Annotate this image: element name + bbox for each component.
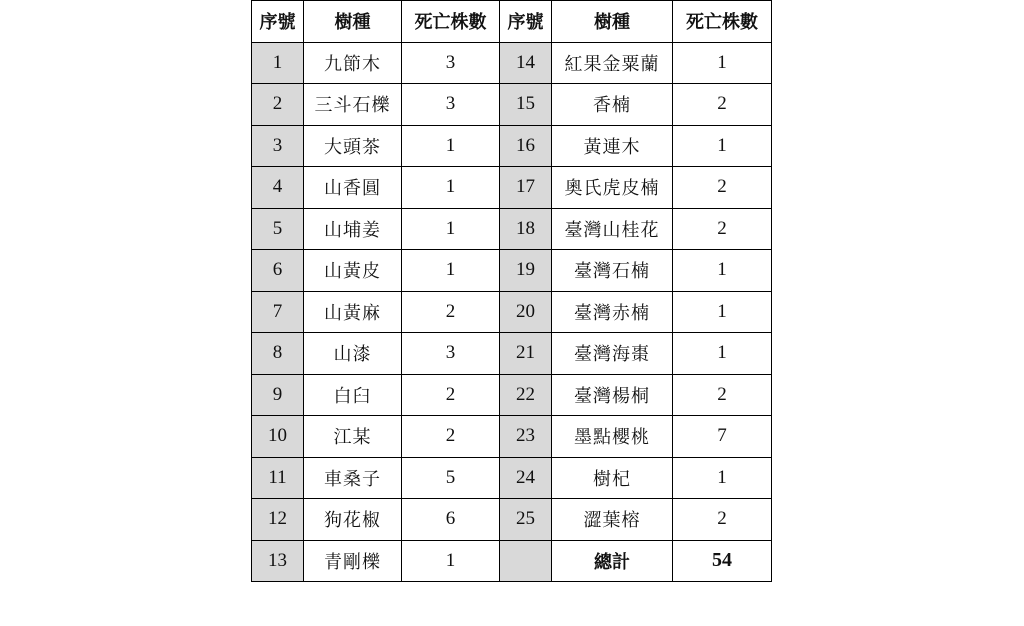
count-cell: 1 bbox=[673, 125, 772, 167]
count-cell: 2 bbox=[673, 374, 772, 416]
seq-cell: 23 bbox=[500, 416, 552, 458]
seq-cell: 12 bbox=[252, 499, 304, 541]
species-cell: 澀葉榕 bbox=[552, 499, 673, 541]
species-cell: 樹杞 bbox=[552, 457, 673, 499]
species-cell: 臺灣海棗 bbox=[552, 333, 673, 375]
seq-cell: 10 bbox=[252, 416, 304, 458]
count-cell: 1 bbox=[673, 333, 772, 375]
seq-cell: 18 bbox=[500, 208, 552, 250]
count-cell: 1 bbox=[402, 540, 500, 582]
species-cell: 狗花椒 bbox=[304, 499, 402, 541]
seq-cell: 22 bbox=[500, 374, 552, 416]
species-cell: 山黃麻 bbox=[304, 291, 402, 333]
species-cell: 車桑子 bbox=[304, 457, 402, 499]
species-cell: 白臼 bbox=[304, 374, 402, 416]
count-cell: 5 bbox=[402, 457, 500, 499]
seq-cell: 20 bbox=[500, 291, 552, 333]
table-row bbox=[252, 416, 772, 458]
table-row bbox=[252, 84, 772, 126]
table-body bbox=[252, 42, 772, 582]
species-cell: 黃連木 bbox=[552, 125, 673, 167]
species-cell: 山黃皮 bbox=[304, 250, 402, 292]
total-label: 總計 bbox=[552, 540, 673, 582]
count-cell: 1 bbox=[673, 291, 772, 333]
seq-cell: 9 bbox=[252, 374, 304, 416]
table-row bbox=[252, 167, 772, 209]
species-cell: 九節木 bbox=[304, 42, 402, 84]
seq-cell: 7 bbox=[252, 291, 304, 333]
seq-cell: 21 bbox=[500, 333, 552, 375]
seq-cell: 16 bbox=[500, 125, 552, 167]
species-cell: 山埔姜 bbox=[304, 208, 402, 250]
table-row bbox=[252, 499, 772, 541]
header-row bbox=[252, 1, 772, 43]
species-cell: 臺灣山桂花 bbox=[552, 208, 673, 250]
species-cell: 墨點櫻桃 bbox=[552, 416, 673, 458]
species-cell: 山漆 bbox=[304, 333, 402, 375]
species-cell: 臺灣赤楠 bbox=[552, 291, 673, 333]
table-row bbox=[252, 333, 772, 375]
count-cell: 1 bbox=[402, 208, 500, 250]
header-count-right: 死亡株數 bbox=[673, 1, 772, 43]
seq-cell: 1 bbox=[252, 42, 304, 84]
seq-cell: 4 bbox=[252, 167, 304, 209]
total-row bbox=[252, 540, 772, 582]
tree-mortality-table bbox=[251, 0, 772, 582]
count-cell: 1 bbox=[402, 167, 500, 209]
seq-cell: 11 bbox=[252, 457, 304, 499]
count-cell: 1 bbox=[402, 250, 500, 292]
count-cell: 3 bbox=[402, 84, 500, 126]
seq-cell: 24 bbox=[500, 457, 552, 499]
count-cell: 2 bbox=[402, 374, 500, 416]
header-seq-right: 序號 bbox=[500, 1, 552, 43]
count-cell: 2 bbox=[402, 291, 500, 333]
count-cell: 2 bbox=[673, 167, 772, 209]
count-cell: 3 bbox=[402, 333, 500, 375]
table-row bbox=[252, 250, 772, 292]
total-value: 54 bbox=[673, 540, 772, 582]
count-cell: 1 bbox=[673, 457, 772, 499]
count-cell: 1 bbox=[402, 125, 500, 167]
header-species-right: 樹種 bbox=[552, 1, 673, 43]
header-count-left: 死亡株數 bbox=[402, 1, 500, 43]
table-row bbox=[252, 125, 772, 167]
table-row bbox=[252, 374, 772, 416]
count-cell: 2 bbox=[402, 416, 500, 458]
count-cell: 1 bbox=[673, 42, 772, 84]
table-row bbox=[252, 291, 772, 333]
seq-cell: 2 bbox=[252, 84, 304, 126]
seq-cell: 5 bbox=[252, 208, 304, 250]
header-species-left: 樹種 bbox=[304, 1, 402, 43]
count-cell: 2 bbox=[673, 499, 772, 541]
table-row bbox=[252, 457, 772, 499]
header-seq-left: 序號 bbox=[252, 1, 304, 43]
seq-cell bbox=[500, 540, 552, 582]
seq-cell: 15 bbox=[500, 84, 552, 126]
seq-cell: 13 bbox=[252, 540, 304, 582]
species-cell: 紅果金粟蘭 bbox=[552, 42, 673, 84]
count-cell: 6 bbox=[402, 499, 500, 541]
seq-cell: 14 bbox=[500, 42, 552, 84]
species-cell: 三斗石櫟 bbox=[304, 84, 402, 126]
species-cell: 臺灣石楠 bbox=[552, 250, 673, 292]
seq-cell: 3 bbox=[252, 125, 304, 167]
species-cell: 江某 bbox=[304, 416, 402, 458]
species-cell: 臺灣楊桐 bbox=[552, 374, 673, 416]
table-row bbox=[252, 42, 772, 84]
count-cell: 3 bbox=[402, 42, 500, 84]
species-cell: 奧氏虎皮楠 bbox=[552, 167, 673, 209]
count-cell: 2 bbox=[673, 84, 772, 126]
count-cell: 2 bbox=[673, 208, 772, 250]
count-cell: 1 bbox=[673, 250, 772, 292]
species-cell: 大頭茶 bbox=[304, 125, 402, 167]
seq-cell: 25 bbox=[500, 499, 552, 541]
seq-cell: 6 bbox=[252, 250, 304, 292]
seq-cell: 19 bbox=[500, 250, 552, 292]
species-cell: 青剛櫟 bbox=[304, 540, 402, 582]
count-cell: 7 bbox=[673, 416, 772, 458]
table-row bbox=[252, 208, 772, 250]
seq-cell: 8 bbox=[252, 333, 304, 375]
species-cell: 山香圓 bbox=[304, 167, 402, 209]
species-cell: 香楠 bbox=[552, 84, 673, 126]
seq-cell: 17 bbox=[500, 167, 552, 209]
